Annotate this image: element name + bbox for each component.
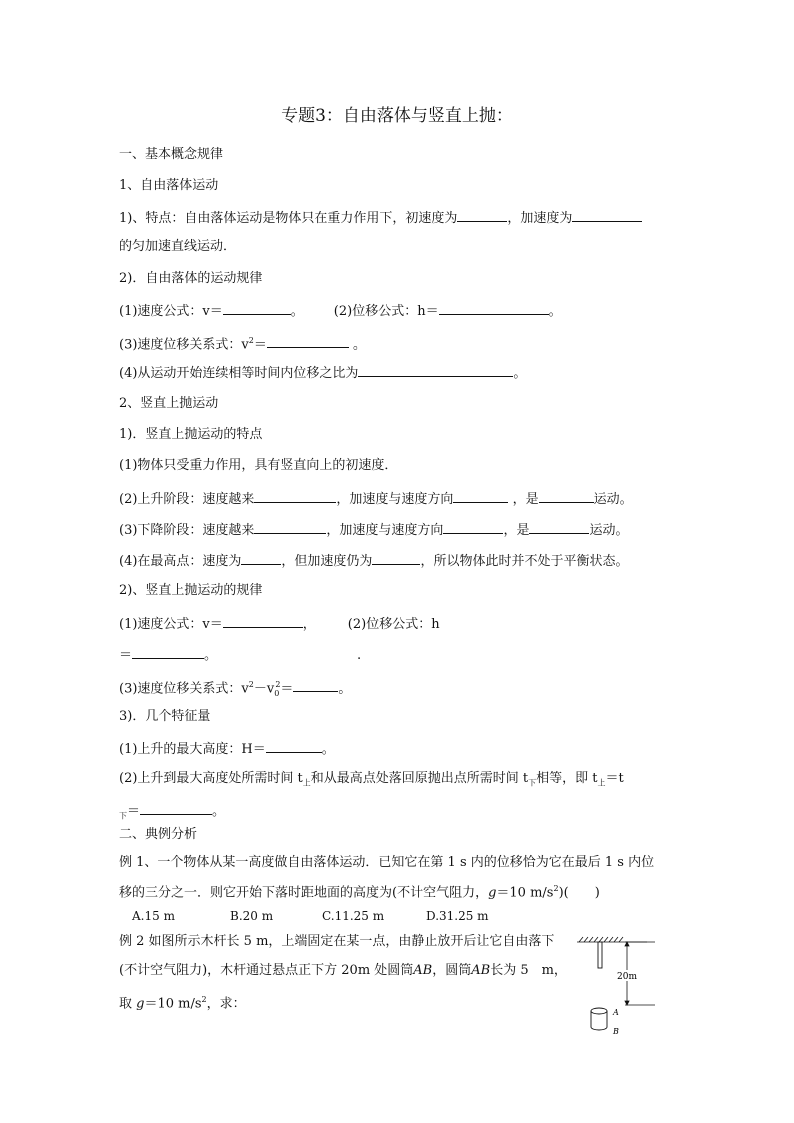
rod-cylinder-diagram — [575, 936, 655, 1036]
text: 。 — [338, 681, 352, 697]
falling-phase — [119, 520, 628, 540]
text: 运动。 — [593, 492, 633, 507]
fill-blank[interactable] — [266, 739, 322, 753]
text: (4)从运动开始连续相等时间内位移之比为 — [119, 366, 359, 381]
free-fall-rules-heading: 2)．自由落体的运动规律 — [119, 271, 263, 286]
fill-blank[interactable] — [267, 334, 349, 348]
text: (2)位移公式：h＝ — [333, 304, 439, 319]
subscript: 下 — [119, 811, 127, 821]
text: (3)速度位移关系式：v — [119, 337, 249, 353]
fill-blank[interactable] — [293, 678, 338, 692]
wooden-rod — [598, 942, 602, 968]
text: 。 — [353, 337, 367, 353]
subscript: 上 — [302, 778, 311, 788]
example-1-options — [132, 907, 489, 925]
text: 。 — [290, 304, 304, 319]
page-title: 专题3：自由落体与竖直上抛： — [281, 106, 513, 126]
velocity-displacement-relation — [119, 332, 366, 354]
text: )( ) — [558, 885, 600, 901]
subsection-free-fall: 1、自由落体运动 — [119, 178, 219, 193]
text: ＝ — [280, 681, 294, 697]
text: ， — [302, 617, 316, 632]
g-symbol: g — [488, 885, 497, 901]
text: ＝t — [605, 771, 624, 786]
text: ，圆筒 — [432, 963, 472, 978]
subscript: 下 — [528, 778, 537, 788]
fill-blank[interactable] — [140, 801, 212, 815]
time-symmetry-cont — [119, 801, 225, 826]
vertical-throw-formulas-cont — [119, 645, 361, 665]
fill-blank[interactable] — [223, 301, 291, 315]
section-heading-examples: 二、典例分析 — [119, 827, 198, 842]
fill-blank[interactable] — [223, 614, 303, 628]
text: (3)下降阶段：速度越来 — [119, 523, 255, 538]
fill-blank[interactable] — [254, 520, 326, 534]
text: (2)位移公式：h — [347, 617, 440, 632]
free-fall-formulas — [119, 301, 562, 321]
characteristic-quantities-heading: 3)．几个特征量 — [119, 709, 211, 724]
text: ，但加速度仍为 — [281, 554, 373, 569]
superscript: 2 — [201, 995, 207, 1004]
vertical-throw-formulas — [119, 614, 440, 634]
text: ，加速度为 — [507, 211, 573, 226]
free-fall-features-cont: 的匀加速直线运动． — [119, 239, 237, 254]
max-height — [119, 739, 335, 759]
distance-label: 20m — [617, 972, 637, 982]
label-b: B — [613, 1027, 619, 1036]
fill-blank[interactable] — [132, 645, 204, 659]
text: 和从最高点处落回原抛出点所需时间 t — [310, 771, 529, 786]
text: (2)上升阶段：速度越来 — [119, 492, 255, 507]
text: (4)在最高点：速度为 — [119, 554, 242, 569]
ab-symbol: AB — [471, 963, 491, 978]
example-2-text-cont — [119, 962, 567, 980]
vertical-throw-vd-relation — [119, 676, 351, 703]
text: 。 — [204, 648, 218, 663]
subscript: 上 — [597, 778, 606, 788]
ceiling-support — [577, 937, 647, 942]
text: ，是 — [503, 523, 530, 538]
vertical-throw-rules-heading: 2)、竖直上抛运动的规律 — [119, 583, 263, 598]
text: ＝10 m/s — [496, 885, 554, 901]
text: (1)上升的最大高度：H＝ — [119, 742, 266, 757]
fill-blank[interactable] — [358, 363, 513, 377]
fill-blank[interactable] — [539, 489, 594, 503]
subsection-vertical-throw: 2、竖直上抛运动 — [119, 396, 219, 411]
text: (3)速度位移关系式：v — [119, 681, 249, 697]
text: 移的三分之一．则它开始下落时距地面的高度为(不计空气阻力， — [119, 885, 489, 901]
fill-blank[interactable] — [572, 208, 642, 222]
rising-phase — [119, 489, 633, 509]
text: (不计空气阻力)，木杆通过悬点正下方 20m 处圆筒 — [119, 963, 414, 978]
text: ＝ — [253, 337, 267, 353]
example-1-text-cont — [119, 880, 600, 902]
option-a[interactable]: A.15 m — [132, 909, 175, 923]
vertical-throw-features-heading: 1)．竖直上抛运动的特点 — [119, 427, 263, 442]
text: 。 — [513, 366, 527, 381]
g-symbol: g — [136, 996, 145, 1012]
superscript: 2 — [248, 680, 254, 689]
example-1-text: 例 1、一个物体从某一高度做自由落体运动．已知它在第 1 s 内的位移恰为它在最后 1 s 内位 — [119, 855, 655, 870]
cylinder-tube — [591, 1008, 607, 1030]
fill-blank[interactable] — [439, 301, 549, 315]
text: 运动。 — [589, 523, 629, 538]
text: ＝10 m/s — [144, 996, 202, 1012]
time-symmetry — [119, 770, 624, 793]
text: ＝ — [127, 804, 141, 819]
superscript: 2 — [275, 680, 281, 689]
option-c[interactable]: C.11.25 m — [322, 909, 385, 923]
text: (1)速度公式：v＝ — [119, 304, 223, 319]
text: 。 — [212, 804, 226, 819]
text: 。 — [321, 742, 335, 757]
fill-blank[interactable] — [443, 520, 503, 534]
displacement-ratio — [119, 363, 526, 383]
text: ，所以物体此时并不处于平衡状态。 — [420, 554, 629, 569]
vertical-throw-feature-1: (1)物体只受重力作用，具有竖直向上的初速度． — [119, 458, 398, 473]
text: ，是 — [512, 492, 539, 507]
example-2-text-cont2 — [119, 991, 246, 1013]
text: 1)、特点：自由落体运动是物体只在重力作用下，初速度为 — [119, 211, 458, 226]
option-b[interactable]: B.20 m — [230, 909, 274, 923]
text: ＝ — [119, 648, 133, 663]
fill-blank[interactable] — [254, 489, 336, 503]
example-2-text: 例 2 如图所示木杆长 5 m，上端固定在某一点，由静止放开后让它自由落下 — [119, 934, 555, 949]
option-d[interactable]: D.31.25 m — [426, 909, 489, 923]
text: . — [357, 648, 362, 663]
section-heading-basics: 一、基本概念规律 — [119, 147, 224, 162]
fill-blank[interactable] — [529, 520, 589, 534]
fill-blank[interactable] — [372, 551, 420, 565]
superscript: 2 — [553, 884, 559, 893]
text: 。 — [548, 304, 562, 319]
text: －v — [253, 681, 275, 697]
fill-blank[interactable] — [453, 489, 508, 503]
text: ，加速度与速度方向 — [326, 523, 444, 538]
superscript: 2 — [248, 336, 254, 345]
ab-symbol: AB — [413, 963, 433, 978]
text: (1)速度公式：v＝ — [119, 617, 223, 632]
subscript: 0 — [274, 688, 280, 698]
text: 取 — [119, 996, 133, 1012]
text: 长为 5 m， — [490, 963, 567, 978]
text: ，加速度与速度方向 — [336, 492, 454, 507]
fill-blank[interactable] — [241, 551, 281, 565]
text: 相等，即 t — [536, 771, 598, 786]
free-fall-features — [119, 208, 642, 228]
highest-point — [119, 551, 628, 571]
text: (2)上升到最大高度处所需时间 t — [119, 771, 303, 786]
fill-blank[interactable] — [457, 208, 507, 222]
text: ，求： — [206, 996, 246, 1012]
label-a: A — [613, 1008, 619, 1017]
